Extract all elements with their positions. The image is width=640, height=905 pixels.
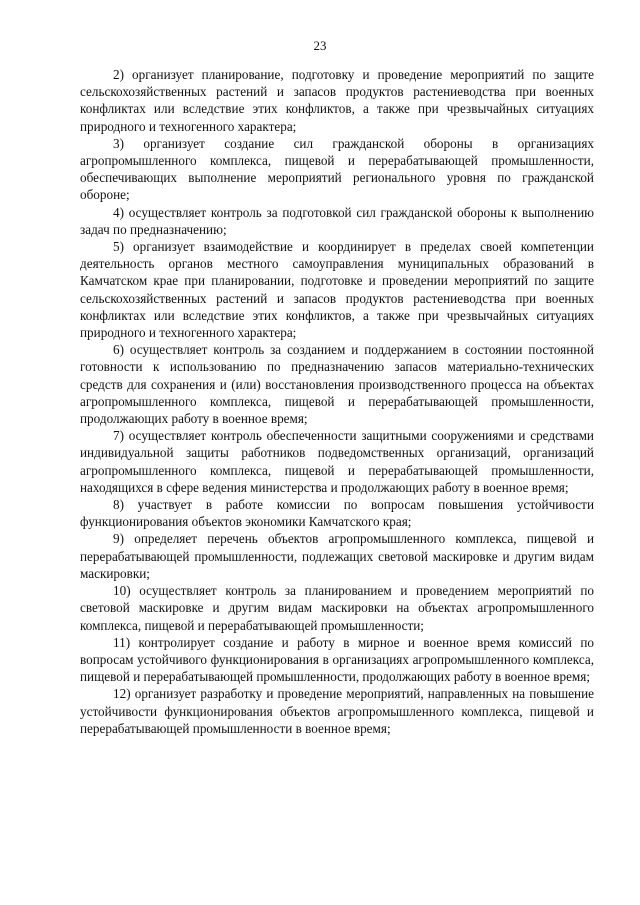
document-body [80,66,594,737]
paragraph-item-3: 3) организует создание сил гражданской обороны в организациях агропромышленного комплекса, пищевой и перерабатывающей промышленности, обеспечивающих выполнение мероприятий регионального уровня по гражданской обороне; [80,135,594,203]
paragraph-item-11: 11) контролирует создание и работу в мирное и военное время комиссий по вопросам устойчивого функционирования в организациях агропромышленного комплекса, пищевой и перерабатывающей промышленности, продолжающих работу в военное время; [80,634,594,685]
paragraph-item-12: 12) организует разработку и проведение мероприятий, направленных на повышение устойчивости функционирования объектов агропромышленного комплекса, пищевой и перерабатывающей промышленности в военное время; [80,686,594,736]
paragraph-item-6: 6) осуществляет контроль за созданием и поддержанием в состоянии постоянной готовности к использованию по предназначению запасов материально-технических средств для сохранения и (или) восстановления производственного процесса на объектах агропромышленного комплекса, пищевой и перерабатывающей промышленности, продолжающих работу в военное время; [80,342,594,427]
paragraph-item-8: 8) участвует в работе комиссии по вопросам повышения устойчивости функционирования объектов экономики Камчатского края; [80,497,594,530]
paragraph-item-2: 2) организует планирование, подготовку и проведение мероприятий по защите сельскохозяйственных растений и запасов продуктов растениеводства при военных конфликтах или вследствие этих конфликтов, а также при чрезвычайных ситуациях природного и техногенного характера; [80,67,594,134]
paragraph-item-9: 9) определяет перечень объектов агропромышленного комплекса, пищевой и перерабатывающей промышленности, подлежащих световой маскировке и другим видам маскировки; [80,531,594,581]
paragraph-item-4: 4) осуществляет контроль за подготовкой сил гражданской обороны к выполнению задач по предназначению; [80,204,594,237]
paragraph-item-5: 5) организует взаимодействие и координирует в пределах своей компетенции деятельность органов местного самоуправления муниципальных образований в Камчатском крае при планировании, подготовке и проведении мероприятий по защите сельскохозяйственных растений и запасов продуктов растениеводства при военных конфликтах или вследствие этих конфликтов, а также при чрезвычайных ситуациях природного и техногенного характера; [80,239,594,341]
paragraph-item-7: 7) осуществляет контроль обеспеченности защитными сооружениями и средствами индивидуальной защиты работников подведомственных организаций, организаций агропромышленного комплекса, пищевой и перерабатывающей промышленности, находящихся в сфере ведения министерства и продолжающих работу в военное время; [80,428,594,495]
paragraph-item-10: 10) осуществляет контроль за планированием и проведением мероприятий по световой маскировке и другим видам маскировки на объектах агропромышленного комплекса, пищевой и перерабатывающей промышленности; [80,583,594,633]
page-number: 23 [313,38,327,53]
